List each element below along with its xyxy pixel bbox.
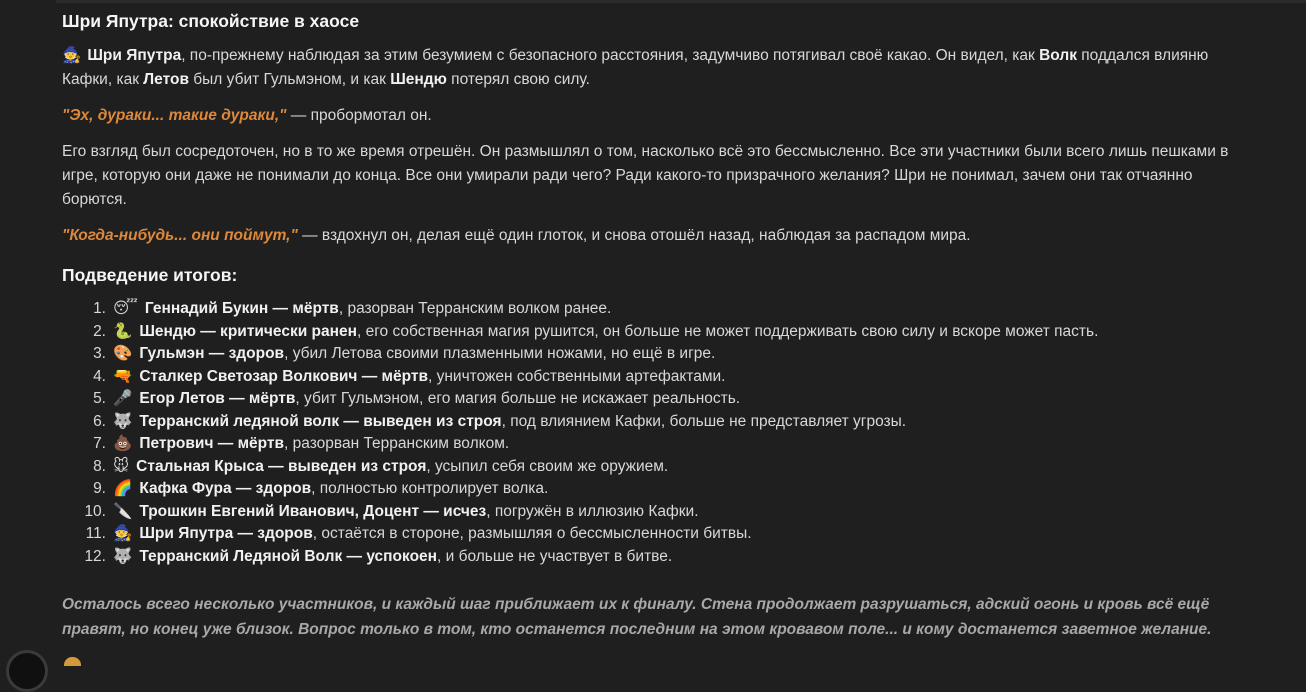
summary-item-7: [82, 433, 1248, 456]
mouse-emoji: 🐭: [113, 457, 130, 475]
item-detail: , под влиянием Кафки, больше не представляет угрозы.: [501, 412, 907, 430]
summary-item-3: [82, 343, 1248, 366]
item-status: Стальная Крыса — выведен из строя: [136, 457, 427, 475]
summary-item-9: [82, 478, 1248, 501]
item-status: Терранский ледяной волк — выведен из строя: [139, 412, 502, 430]
character-name: Шри Япутра: [87, 47, 182, 64]
item-detail: , уничтожен собственными артефактами.: [427, 367, 726, 385]
summary-item-2: [82, 321, 1248, 344]
item-status: Шендю — критически ранен: [139, 322, 357, 340]
summary-item-5: [82, 388, 1248, 411]
item-status: Трошкин Евгений Иванович, Доцент — исчез: [139, 502, 487, 520]
item-number: 4.: [93, 367, 106, 385]
item-number: 11.: [85, 525, 106, 542]
item-status: Терранский Ледяной Волк — успокоен: [139, 547, 438, 565]
item-number: 12.: [84, 547, 106, 565]
item-number: 6.: [93, 412, 106, 430]
item-detail: , остаётся в стороне, размышляя о бессмысленности битвы.: [312, 525, 752, 542]
message-body: [62, 10, 1248, 642]
character-name: Летов: [143, 71, 189, 88]
wizard-emoji: 🧙: [113, 525, 133, 542]
item-status: Гульмэн — здоров: [139, 345, 285, 362]
knife-emoji: 🔪: [113, 502, 133, 520]
item-detail: , и больше не участвует в битве.: [437, 547, 673, 565]
intro-text: был убит Гульмэном, и как: [188, 71, 391, 88]
quote-paragraph-2: [62, 224, 1248, 248]
item-status: Геннадий Букин — мёртв: [144, 300, 339, 317]
intro-paragraph: [62, 44, 1248, 92]
pistol-emoji: 🔫: [113, 367, 133, 385]
quote-attribution: — вздохнул он, делая ещё один глоток, и снова отошёл назад, наблюдая за распадом мира.: [297, 227, 971, 244]
item-status: Шри Япутра — здоров: [139, 525, 313, 542]
message-title: Шри Япутра: спокойствие в хаосе: [62, 11, 360, 31]
item-detail: , погружён в иллюзию Кафки.: [486, 502, 699, 520]
summary-item-6: [82, 411, 1248, 434]
wizard-emoji: 🧙: [62, 47, 82, 64]
item-number: 2.: [93, 322, 106, 340]
item-detail: , его собственная магия рушится, он больше не может поддерживать свою силу и вскоре может пасть.: [357, 322, 1099, 340]
item-detail: , разорван Терранским волком.: [284, 435, 510, 452]
item-number: 5.: [93, 390, 106, 407]
top-divider: [56, 0, 1306, 3]
wolf-emoji: 🐺: [113, 547, 133, 565]
sleeping-face-emoji: 😴: [113, 300, 138, 317]
item-detail: , убил Летова своими плазменными ножами, но ещё в игре.: [284, 345, 716, 362]
intro-text: , по-прежнему наблюдая за этим безумием с безопасного расстояния, задумчиво потягивал своё какао. Он видел, как: [181, 47, 1040, 64]
item-number: 8.: [93, 457, 106, 475]
microphone-emoji: 🎤: [113, 390, 133, 407]
epilogue-paragraph: Осталось всего несколько участников, и каждый шаг приближает их к финалу. Стена продолжает разрушаться, адский огонь и кровь всё ещё правят, но конец уже близок. Вопрос только в том, кто останется последним на этом кровавом поле... и кому достанется заветное желание.: [62, 596, 1212, 638]
summary-item-1: [82, 298, 1248, 321]
intro-text: потерял свою силу.: [446, 71, 590, 88]
item-detail: , убит Гульмэном, его магия больше не искажает реальность.: [295, 390, 741, 407]
quote-attribution: — пробормотал он.: [286, 107, 432, 124]
summary-item-11: [82, 523, 1248, 546]
partial-reaction-emoji: [64, 657, 81, 666]
item-number: 9.: [93, 480, 106, 497]
item-status: Сталкер Светозар Волкович — мёртв: [139, 367, 428, 385]
partial-avatar[interactable]: [6, 650, 48, 692]
quote-paragraph-1: [62, 104, 1248, 128]
summary-item-8: [82, 456, 1248, 479]
item-detail: , разорван Терранским волком ранее.: [338, 300, 612, 317]
character-name: Волк: [1039, 47, 1077, 64]
character-name: Шендю: [390, 71, 447, 88]
reflection-paragraph: Его взгляд был сосредоточен, но в то же время отрешён. Он размышлял о том, насколько всё это бессмысленно. Все эти участники были всего лишь пешками в игре, которую они даже не понимали до конца. Все они умирали ради чего? Ради какого-то призрачного желания? Шри не понимал, зачем они так отчаянно борются.: [62, 143, 1229, 208]
item-status: Петрович — мёртв: [139, 435, 285, 452]
item-number: 10.: [84, 502, 106, 520]
item-number: 1.: [93, 300, 106, 317]
spoken-quote: "Эх, дураки... такие дураки,": [62, 107, 287, 124]
intro-text: поддался влияню Кафки, как: [62, 47, 1209, 88]
palette-emoji: 🎨: [113, 345, 133, 362]
item-status: Кафка Фура — здоров: [139, 480, 312, 497]
snake-emoji: 🐍: [113, 322, 133, 340]
summary-item-4: [82, 366, 1248, 389]
summary-item-12: [82, 546, 1248, 569]
wolf-emoji: 🐺: [113, 412, 133, 430]
item-detail: , полностью контролирует волка.: [311, 480, 549, 497]
item-number: 7.: [93, 435, 106, 452]
item-detail: , усыпил себя своим же оружием.: [426, 457, 669, 475]
item-status: Егор Летов — мёртв: [139, 390, 296, 407]
summary-heading: Подведение итогов:: [62, 265, 238, 285]
spoken-quote: "Когда-нибудь... они поймут,": [62, 227, 298, 244]
item-number: 3.: [93, 345, 106, 362]
rainbow-emoji: 🌈: [113, 480, 133, 497]
poo-emoji: 💩: [113, 435, 133, 452]
summary-item-10: [82, 501, 1248, 524]
summary-list: [62, 298, 1248, 568]
